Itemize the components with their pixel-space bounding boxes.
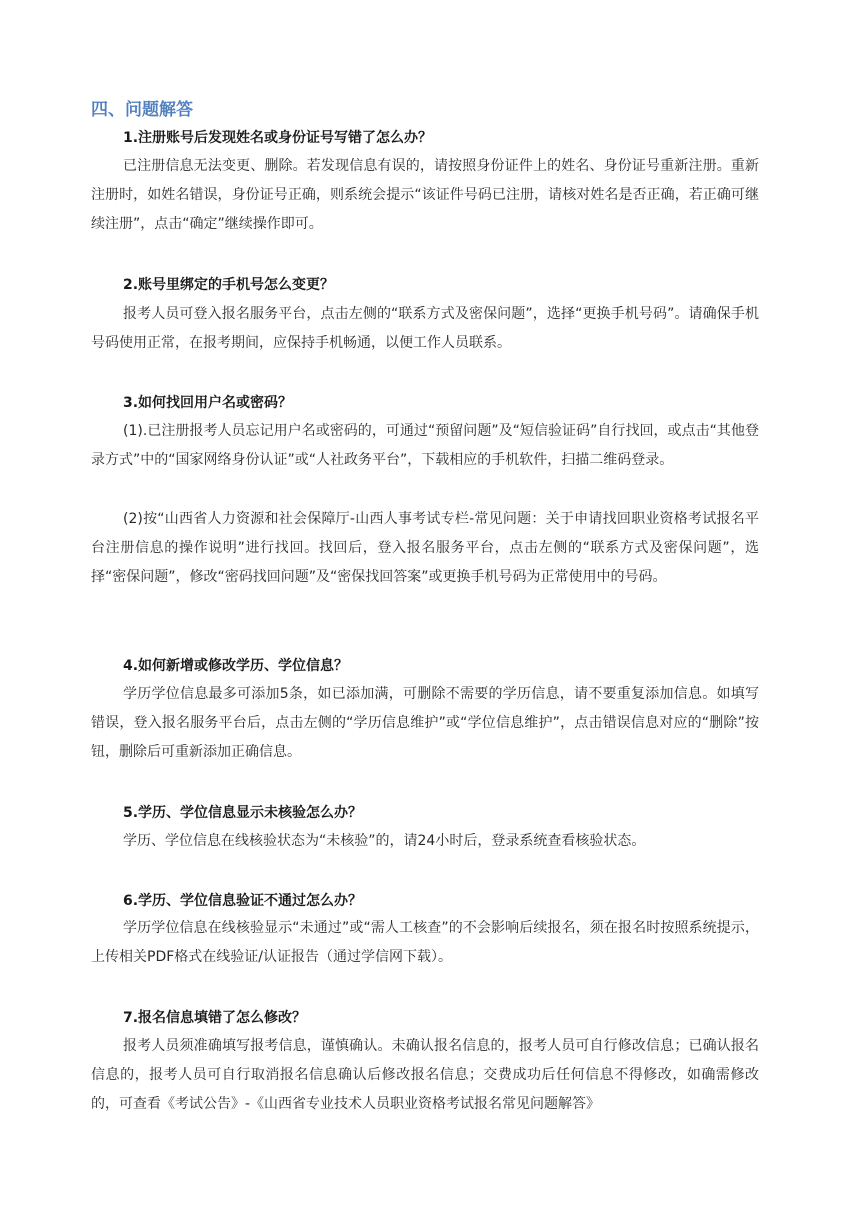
question-3: 3.如何找回用户名或密码？ bbox=[123, 395, 293, 411]
section-title: 四、问题解答 bbox=[91, 100, 193, 120]
answer-3-part-1: (1).已注册报考人员忘记用户名或密码的，可通过“预留问题”及“短信验证码”自行找回，或点击“其他登录方式”中的“国家网络身份认证”或“人社政务平台”，下载相应的手机软件，扫描二维码登录。 bbox=[91, 423, 759, 469]
answer-2: 报考人员可登入报名服务平台，点击左侧的“联系方式及密保问题”，选择“更换手机号码”。请确保手机号码使用正常，在报考期间，应保持手机畅通，以便工作人员联系。 bbox=[91, 306, 759, 352]
answer-3-part-2: (2)按“山西省人力资源和社会保障厅-山西人事考试专栏-常见问题：关于申请找回职业资格考试报名平台注册信息的操作说明”进行找回。找回后，登入报名服务平台，点击左侧的“联系方式及密保问题”，选择“密保问题”，修改“密码找回问题”及“密保找回答案”或更换手机号码为正常使用中的号码。 bbox=[91, 511, 759, 586]
question-6: 6.学历、学位信息验证不通过怎么办？ bbox=[123, 893, 363, 909]
answer-1: 已注册信息无法变更、删除。若发现信息有误的，请按照身份证件上的姓名、身份证号重新注册。重新注册时，如姓名错误，身份证号正确，则系统会提示“该证件号码已注册，请核对姓名是否正确，若正确可继续注册”，点击“确定”继续操作即可。 bbox=[91, 158, 759, 233]
question-5: 5.学历、学位信息显示未核验怎么办？ bbox=[123, 805, 363, 821]
question-4: 4.如何新增或修改学历、学位信息？ bbox=[123, 658, 349, 674]
answer-6: 学历学位信息在线核验显示“未通过”或“需人工核查”的不会影响后续报名，须在报名时按照系统提示，上传相关PDF格式在线验证/认证报告（通过学信网下载）。 bbox=[91, 920, 759, 966]
answer-4: 学历学位信息最多可添加5条，如已添加满，可删除不需要的学历信息，请不要重复添加信息。如填写错误，登入报名服务平台后，点击左侧的“学历信息维护”或“学位信息维护”，点击错误信息对应的“删除”按钮，删除后可重新添加正确信息。 bbox=[91, 686, 759, 761]
answer-5: 学历、学位信息在线核验状态为“未核验”的，请24小时后，登录系统查看核验状态。 bbox=[123, 833, 646, 849]
question-7: 7.报名信息填错了怎么修改？ bbox=[123, 1010, 307, 1026]
question-1: 1.注册账号后发现姓名或身份证号写错了怎么办？ bbox=[123, 130, 433, 146]
answer-7: 报考人员须准确填写报考信息，谨慎确认。未确认报名信息的，报考人员可自行修改信息；已确认报名信息的，报考人员可自行取消报名信息确认后修改报名信息；交费成功后任何信息不得修改，如确需修改的，可查看《考试公告》-《山西省专业技术人员职业资格考试报名常见问题解答》 bbox=[91, 1038, 759, 1113]
question-2: 2.账号里绑定的手机号怎么变更？ bbox=[123, 277, 335, 293]
